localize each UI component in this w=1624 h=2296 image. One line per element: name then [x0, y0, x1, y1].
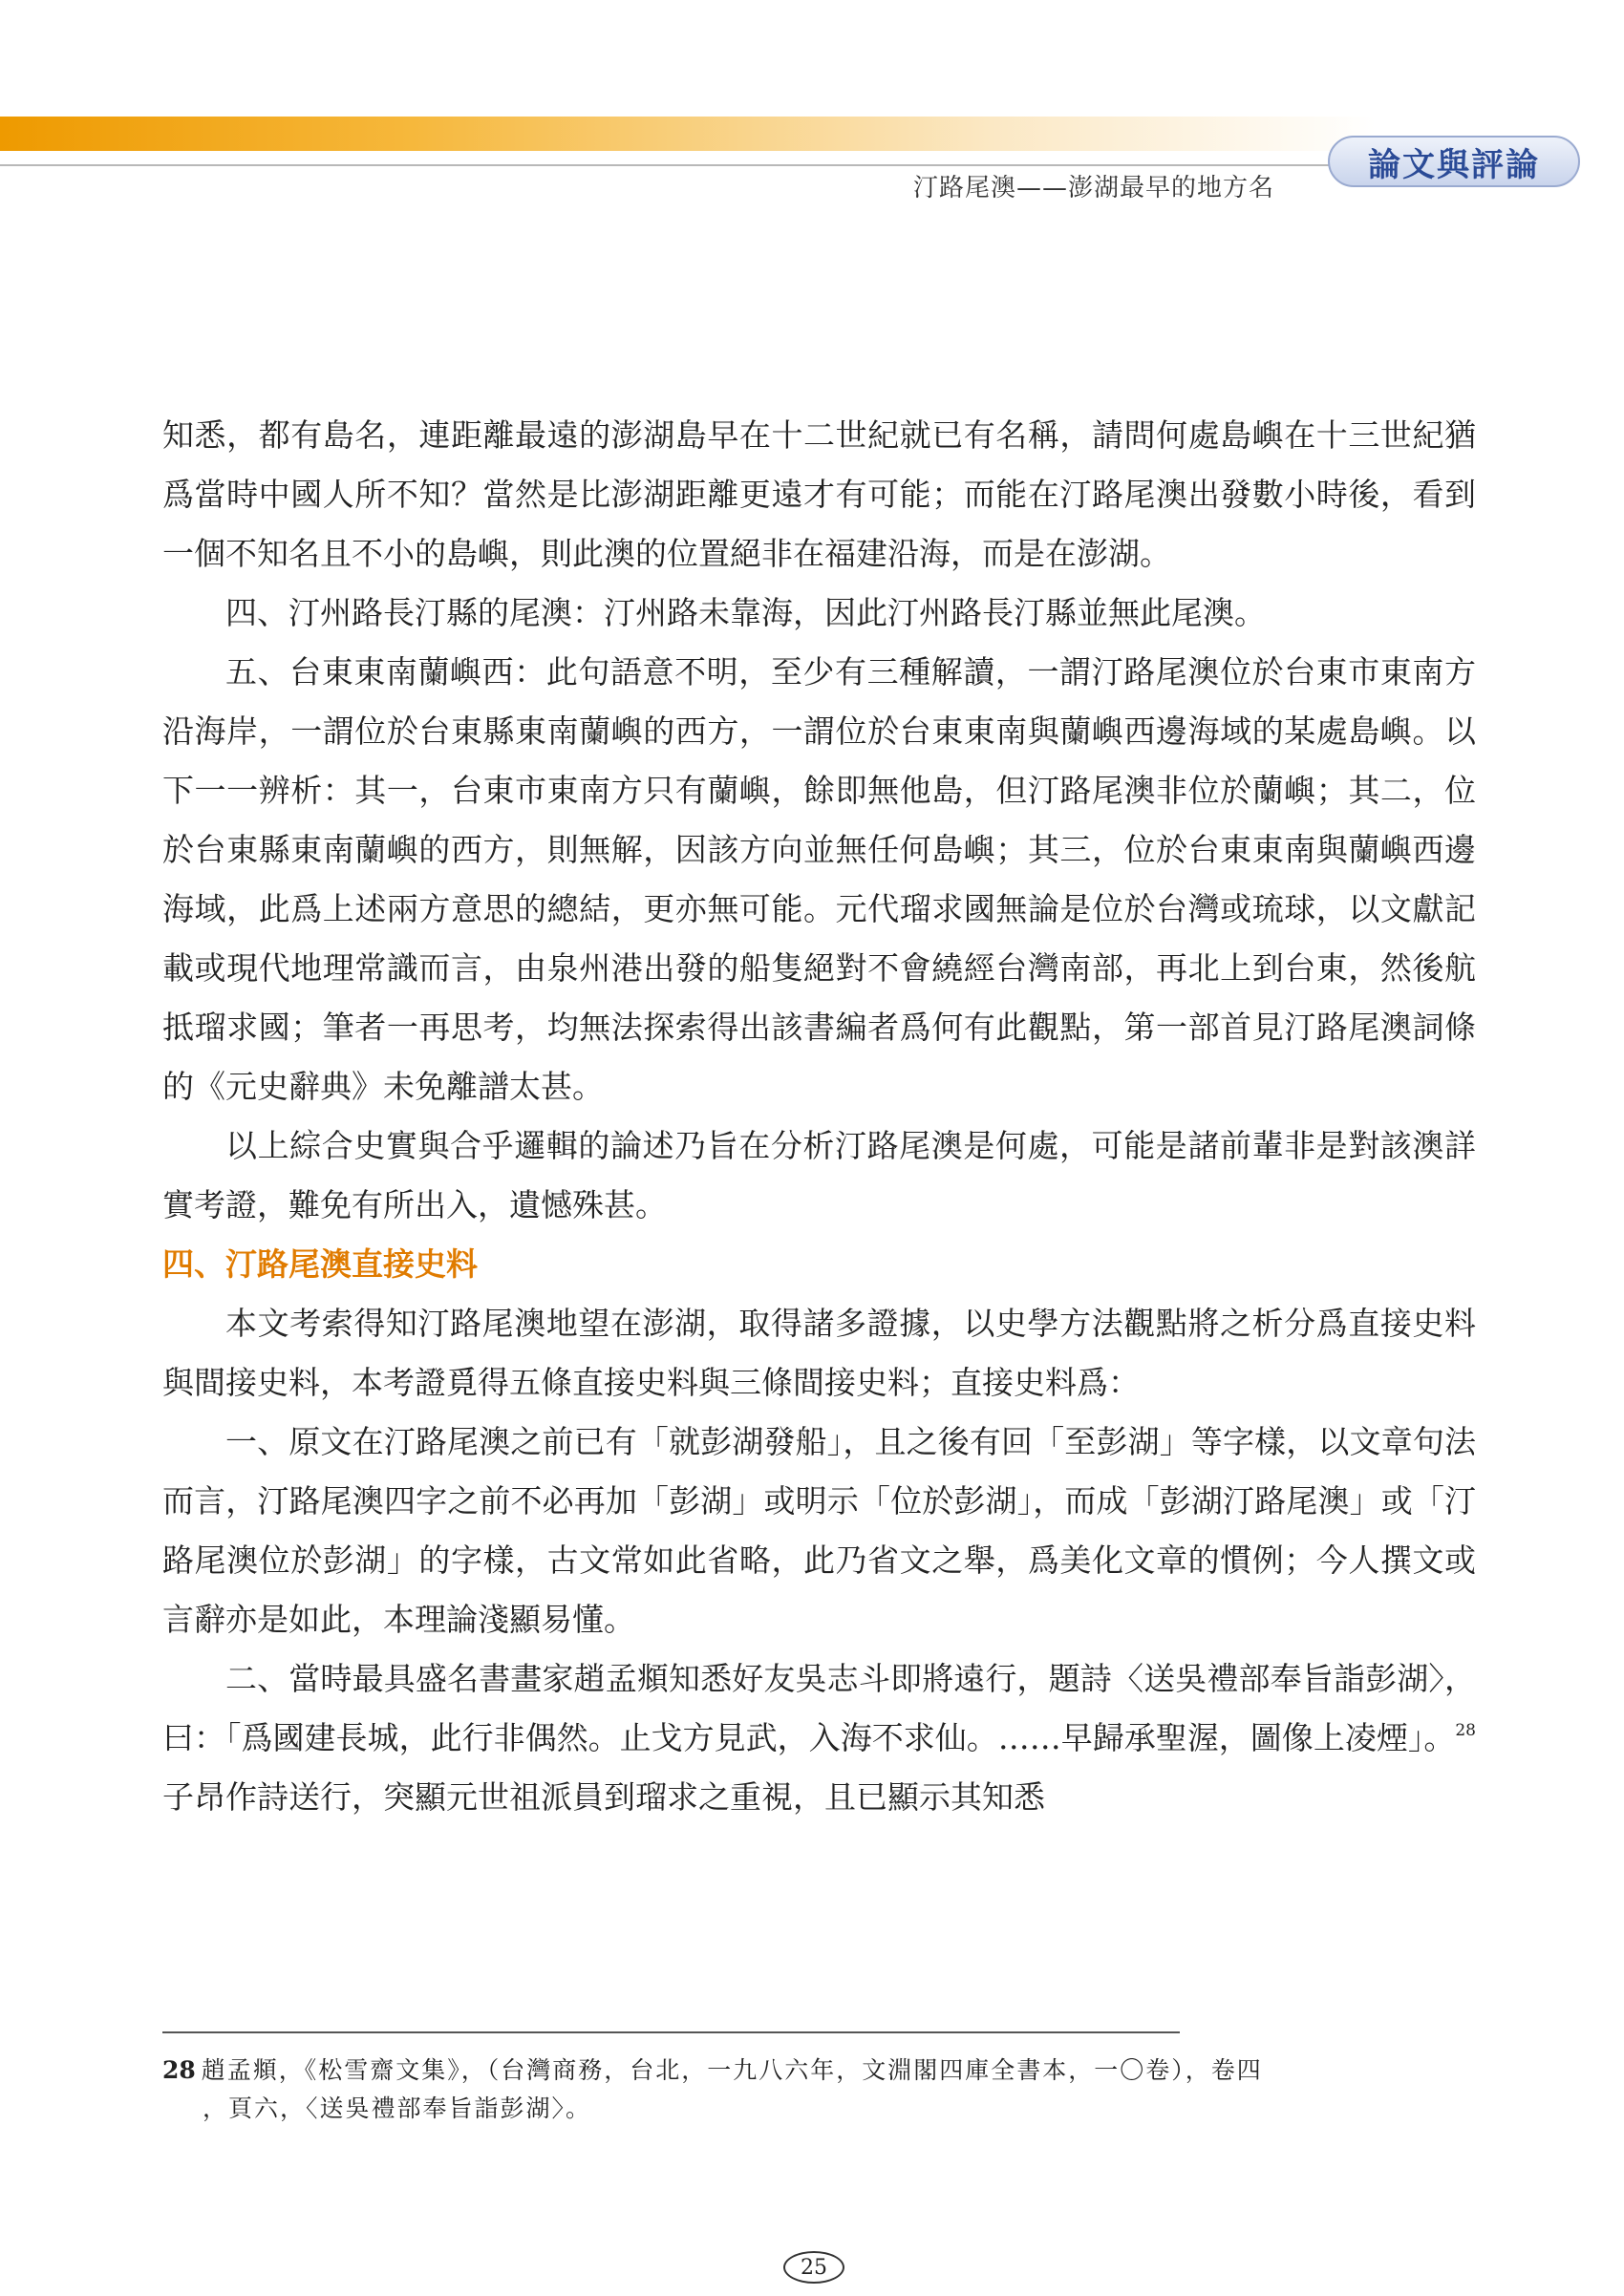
- section-badge: 論文與評論: [1328, 136, 1580, 187]
- paragraph-7: [162, 1649, 1476, 1827]
- paragraph-7-text: 二、當時最具盛名書畫家趙孟頫知悉好友吳志斗即將遠行，題詩〈送吳禮部奉旨詣彭湖〉，曰：「爲國建長城，此行非偶然。止戈方見武，入海不求仙。……早歸承聖渥，圖像上凌煙」。: [162, 1660, 1476, 1756]
- paragraph-7-continuation: 子昂作詩送行，突顯元世祖派員到瑠求之重視，且已顯示其知悉: [162, 1778, 1045, 1816]
- header-rule: [0, 164, 1414, 166]
- paragraph-1: 知悉，都有島名，連距離最遠的澎湖島早在十二世紀就已有名稱，請問何處島嶼在十三世紀猶爲當時中國人所不知？當然是比澎湖距離更遠才有可能；而能在汀路尾澳出發數小時後，看到一個不知名且不小的島嶼，則此澳的位置絕非在福建沿海，而是在澎湖。: [162, 416, 1476, 572]
- running-title: 汀路尾澳——澎湖最早的地方名: [912, 174, 1274, 202]
- footnote-line-1: [162, 2052, 1476, 2090]
- paragraph-3: 五、台東東南蘭嶼西：此句語意不明，至少有三種解讀，一謂汀路尾澳位於台東市東南方沿海岸，一謂位於台東縣東南蘭嶼的西方，一謂位於台東東南與蘭嶼西邊海域的某處島嶼。以下一一辨析：其一，台東市東南方只有蘭嶼，餘即無他島，但汀路尾澳非位於蘭嶼；其二，位於台東縣東南蘭嶼的西方，則無解，因該方向並無任何島嶼；其三，位於台東東南與蘭嶼西邊海域，此爲上述兩方意思的總結，更亦無可能。元代瑠求國無論是位於台灣或琉球，以文獻記載或現代地理常識而言，由泉州港出發的船隻絕對不會繞經台灣南部，再北上到台東，然後航抵瑠求國；筆者一再思考，均無法探索得出該書編者爲何有此觀點，第一部首見汀路尾澳詞條的《元史辭典》未免離譜太甚。: [162, 653, 1476, 1105]
- footnote-number: 28: [162, 2056, 196, 2084]
- paragraph-5: 本文考索得知汀路尾澳地望在澎湖，取得諸多證據，以史學方法觀點將之析分爲直接史料與間接史料，本考證覓得五條直接史料與三條間接史料；直接史料爲：: [162, 1305, 1476, 1401]
- article-body: [162, 406, 1476, 1827]
- footnote-text: 趙孟頫，《松雪齋文集》，（台灣商務，台北，一九八六年，文淵閣四庫全書本，一〇卷），卷四: [201, 2056, 1263, 2084]
- footnote-line-2: ，頁六，〈送吳禮部奉旨詣彭湖〉。: [203, 2094, 592, 2122]
- paragraph-2: 四、汀州路長汀縣的尾澳：汀州路未靠海，因此汀州路長汀縣並無此尾澳。: [225, 594, 1266, 631]
- footnote-reference: 28: [1455, 1721, 1476, 1740]
- header-accent-band: [0, 117, 1376, 151]
- footnote: [162, 2052, 1476, 2128]
- paragraph-6: 一、原文在汀路尾澳之前已有「就彭湖發船」，且之後有回「至彭湖」等字樣，以文章句法而言，汀路尾澳四字之前不必再加「彭湖」或明示「位於彭湖」，而成「彭湖汀路尾澳」或「汀路尾澳位於彭湖」的字樣，古文常如此省略，此乃省文之舉，爲美化文章的慣例；今人撰文或言辭亦是如此，本理論淺顯易懂。: [162, 1423, 1476, 1638]
- page-number: 25: [783, 2251, 844, 2284]
- footnote-rule: [162, 2031, 1180, 2033]
- section-heading: 四、汀路尾澳直接史料: [162, 1245, 478, 1283]
- paragraph-4: 以上綜合史實與合乎邏輯的論述乃旨在分析汀路尾澳是何處，可能是諸前輩非是對該澳詳實考證，難免有所出入，遺憾殊甚。: [162, 1127, 1476, 1223]
